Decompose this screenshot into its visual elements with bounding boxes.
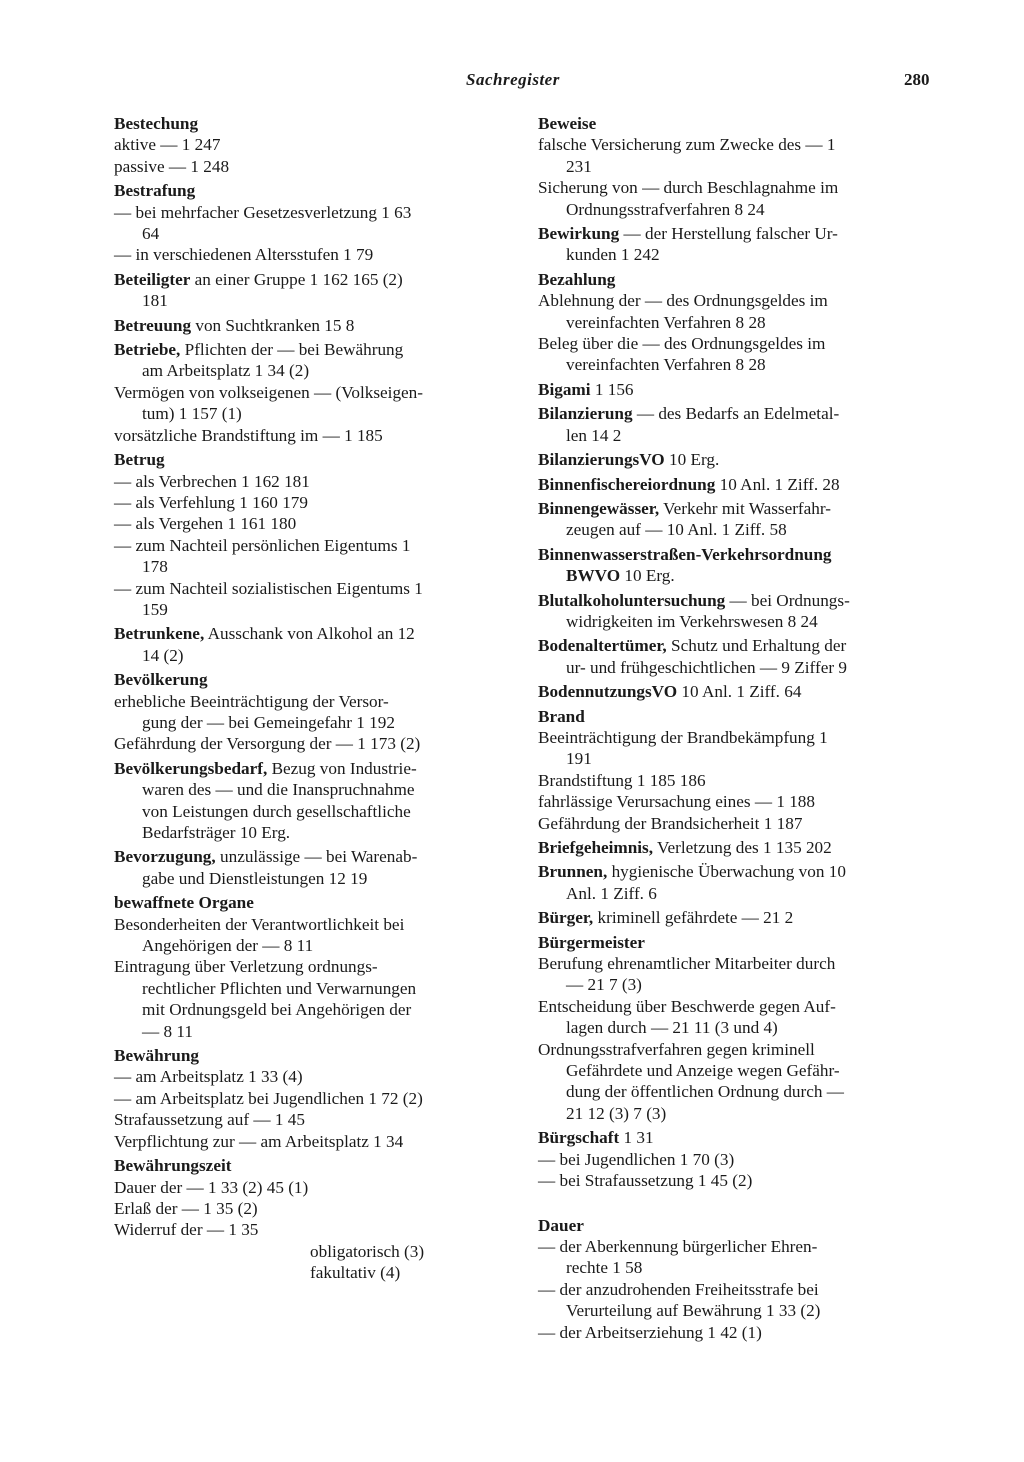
index-heading: Bevölkerung [114, 670, 208, 690]
index-keyword: Betreuung [114, 315, 192, 335]
index-subentry: aktive — 1 247 [114, 135, 221, 155]
index-subentry: Strafaussetzung auf — 1 45 [114, 1110, 305, 1130]
index-subentry: fahrlässige Verursachung eines — 1 188 [538, 792, 815, 812]
index-entry-text: Ausschank von Alkohol an 12 [204, 624, 415, 644]
index-entry-text: — der Herstellung falscher Ur- [619, 224, 838, 244]
index-subentry: Berufung ehrenamtlicher Mitarbeiter durch [538, 954, 836, 974]
index-keyword: Bevorzugung, [114, 847, 216, 867]
index-entry [538, 907, 936, 928]
index-subentry: vorsätzliche Brandstiftung im — 1 185 [114, 425, 383, 445]
index-keyword: Binnengewässer, [538, 498, 660, 518]
index-continuation: Bedarfsträger 10 Erg. [142, 823, 291, 842]
index-subentry: Besonderheiten der Verantwortlichkeit bei [114, 914, 405, 934]
index-entry [538, 403, 936, 424]
index-continuation: gabe und Dienstleistungen 12 19 [142, 868, 368, 888]
index-entry [538, 861, 936, 882]
index-heading: Bürgermeister [538, 932, 645, 952]
index-entry [538, 379, 936, 400]
index-continuation: — 8 11 [142, 1021, 193, 1041]
index-entry-text: 10 Erg. [664, 450, 720, 470]
index-subentry: Vermögen von volkseigenen — (Volkseigen- [114, 382, 423, 402]
index-subentry: Gefährdung der Versorgung der — 1 173 (2) [114, 734, 421, 754]
index-heading: Binnenwasserstraßen-Verkehrsordnung [538, 544, 832, 564]
index-subentry: — als Verfehlung 1 160 179 [114, 492, 308, 512]
index-entry-text: — bei Ordnungs- [725, 590, 850, 610]
index-subentry: Ablehnung der — des Ordnungsgeldes im [538, 291, 828, 311]
index-entry [114, 339, 511, 360]
index-subentry: — am Arbeitsplatz 1 33 (4) [114, 1067, 303, 1087]
index-continuation: tum) 1 157 (1) [142, 404, 242, 424]
index-keyword: Bürgschaft [538, 1128, 620, 1148]
index-entry [114, 315, 511, 336]
index-continuation: vereinfachten Verfahren 8 28 [566, 355, 766, 375]
index-continuation: am Arbeitsplatz 1 34 (2) [142, 361, 310, 381]
index-subentry: erhebliche Beeinträchtigung der Versor- [114, 691, 389, 711]
index-entry-text: 1 156 [590, 379, 634, 399]
index-subentry: — als Verbrechen 1 162 181 [114, 471, 310, 491]
index-keyword: Bewirkung [538, 224, 620, 244]
index-heading: Bestrafung [114, 181, 196, 201]
index-entry-text: unzulässige — bei Warenab- [215, 847, 418, 867]
index-column-right [538, 113, 936, 1343]
index-continuation: ur- und frühgeschichtlichen — 9 Ziffer 9 [566, 657, 847, 677]
index-continuation: Angehörigen der — 8 11 [142, 936, 314, 956]
index-continuation: kunden 1 242 [566, 245, 660, 265]
index-entry [114, 269, 511, 290]
index-continuation: Gefährdete und Anzeige wegen Gefähr- [566, 1061, 840, 1081]
index-keyword: Beteiligter [114, 269, 191, 289]
index-continuation [538, 565, 936, 586]
index-continuation: lagen durch — 21 11 (3 und 4) [566, 1018, 778, 1038]
index-entry-text: 1 31 [619, 1128, 654, 1148]
index-entry [538, 1127, 936, 1148]
index-entry-text: von Suchtkranken 15 8 [191, 315, 355, 335]
index-subentry: Sicherung von — durch Beschlagnahme im [538, 178, 839, 198]
index-entry [538, 449, 936, 470]
page-header-title: Sachregister [466, 70, 560, 89]
index-subentry: — der Aberkennung bürgerlicher Ehren- [538, 1236, 818, 1256]
index-subentry: — zum Nachteil sozialistischen Eigentums 1 [114, 578, 423, 598]
index-continuation: 14 (2) [142, 645, 184, 665]
index-continuation: rechte 1 58 [566, 1258, 643, 1278]
index-continuation: Ordnungsstrafverfahren 8 24 [566, 199, 765, 219]
index-entry-text: Verkehr mit Wasserfahr- [659, 498, 831, 518]
index-continuation: fakultativ (4) [310, 1263, 401, 1283]
index-continuation: 191 [566, 749, 592, 769]
index-continuation: len 14 2 [566, 425, 622, 445]
index-entry [538, 498, 936, 519]
index-entry-text: Bezug von Industrie- [267, 758, 417, 778]
index-entry [538, 590, 936, 611]
index-entry-text: Verletzung des 1 135 202 [653, 838, 832, 857]
index-subentry: — zum Nachteil persönlichen Eigentums 1 [114, 535, 411, 555]
index-subentry: falsche Versicherung zum Zwecke des — 1 [538, 135, 836, 155]
index-entry [114, 758, 511, 779]
index-subentry: Gefährdung der Brandsicherheit 1 187 [538, 813, 803, 833]
index-continuation: 64 [142, 224, 160, 244]
index-subentry: — bei Strafaussetzung 1 45 (2) [538, 1171, 753, 1191]
index-entry [114, 846, 511, 867]
index-keyword: Brunnen, [538, 862, 608, 882]
index-entry [538, 681, 936, 702]
index-entry-text: 10 Anl. 1 Ziff. 64 [677, 682, 802, 702]
index-subentry: — bei Jugendlichen 1 70 (3) [538, 1149, 735, 1169]
index-continuation: dung der öffentlichen Ordnung durch — [566, 1082, 844, 1102]
index-keyword: BilanzierungsVO [538, 450, 665, 470]
index-subentry: — als Vergehen 1 161 180 [114, 514, 297, 534]
page-number: 280 [904, 70, 930, 89]
index-keyword: Briefgeheimnis, [538, 838, 654, 857]
index-continuation: obligatorisch (3) [310, 1241, 425, 1261]
index-continuation: mit Ordnungsgeld bei Angehörigen der [142, 1000, 412, 1020]
index-heading: Bezahlung [538, 269, 616, 289]
index-keyword: Betrunkene, [114, 624, 205, 644]
index-entry [538, 837, 936, 858]
index-continuation: gung der — bei Gemeingefahr 1 192 [142, 712, 395, 732]
index-subentry: Ordnungsstrafverfahren gegen kriminell [538, 1039, 815, 1059]
index-heading: Bewährungszeit [114, 1156, 232, 1176]
index-entry-text: kriminell gefährdete — 21 2 [593, 908, 794, 928]
index-continuation: Verurteilung auf Bewährung 1 33 (2) [566, 1301, 821, 1321]
index-keyword: Bevölkerungsbedarf, [114, 758, 268, 778]
index-entry-text: Pflichten der — bei Bewährung [180, 340, 404, 360]
index-keyword: Bilanzierung [538, 404, 633, 424]
index-subentry: Beleg über die — des Ordnungsgeldes im [538, 334, 826, 354]
index-continuation: 181 [142, 291, 168, 311]
index-heading: Brand [538, 706, 585, 726]
index-heading: Beweise [538, 114, 597, 133]
index-subentry: — der Arbeitserziehung 1 42 (1) [538, 1322, 762, 1342]
index-subentry: — am Arbeitsplatz bei Jugendlichen 1 72 (2) [114, 1088, 423, 1108]
index-keyword: Bodenaltertümer, [538, 636, 667, 656]
index-continuation: 178 [142, 557, 168, 577]
index-heading: Betrug [114, 450, 165, 470]
index-keyword: BWVO [566, 566, 621, 586]
index-entry-text: Schutz und Erhaltung der [666, 636, 847, 656]
index-subentry: Eintragung über Verletzung ordnungs- [114, 957, 378, 977]
index-continuation: waren des — und die Inanspruchnahme [142, 780, 415, 800]
index-subentry: passive — 1 248 [114, 156, 230, 176]
index-keyword: Betriebe, [114, 340, 181, 360]
index-entry [538, 474, 936, 495]
index-continuation: zeugen auf — 10 Anl. 1 Ziff. 58 [566, 520, 787, 540]
index-heading: Bewährung [114, 1046, 199, 1066]
index-continuation: 21 12 (3) 7 (3) [566, 1103, 667, 1123]
index-continuation: 159 [142, 599, 168, 619]
index-subentry: — bei mehrfacher Gesetzesverletzung 1 63 [114, 202, 412, 222]
index-continuation: 231 [566, 156, 592, 176]
index-entry [538, 223, 936, 244]
index-subentry: Widerruf der — 1 35 [114, 1220, 259, 1240]
index-continuation: widrigkeiten im Verkehrswesen 8 24 [566, 611, 818, 631]
index-entry-text: — des Bedarfs an Edelmetal- [632, 404, 840, 424]
index-keyword: Binnenfischereiordnung [538, 474, 716, 494]
index-continuation: von Leistungen durch gesellschaftliche [142, 801, 411, 821]
index-entry [114, 623, 511, 644]
index-entry-text: hygienische Überwachung von 10 [607, 862, 846, 882]
index-keyword: Bigami [538, 379, 591, 399]
index-continuation: Anl. 1 Ziff. 6 [566, 883, 657, 903]
index-keyword: Bürger, [538, 908, 594, 928]
index-subentry: — der anzudrohenden Freiheitsstrafe bei [538, 1279, 819, 1299]
index-heading: Dauer [538, 1215, 584, 1235]
index-continuation: vereinfachten Verfahren 8 28 [566, 312, 766, 332]
index-column-left [114, 113, 511, 1284]
index-keyword: Blutalkoholuntersuchung [538, 590, 726, 610]
index-continuation: rechtlicher Pflichten und Verwarnungen [142, 978, 417, 998]
index-keyword: BodennutzungsVO [538, 682, 678, 702]
index-subentry: Erlaß der — 1 35 (2) [114, 1198, 258, 1218]
index-subentry: Dauer der — 1 33 (2) 45 (1) [114, 1177, 309, 1197]
index-continuation: — 21 7 (3) [566, 975, 642, 995]
index-entry-text: 10 Anl. 1 Ziff. 28 [715, 474, 840, 494]
index-entry [538, 635, 936, 656]
index-subentry: Beeinträchtigung der Brandbekämpfung 1 [538, 727, 828, 747]
index-entry-text: an einer Gruppe 1 162 165 (2) [190, 269, 403, 289]
index-subentry: Entscheidung über Beschwerde gegen Auf- [538, 996, 836, 1016]
index-subentry: — in verschiedenen Altersstufen 1 79 [114, 245, 374, 265]
index-subentry: Verpflichtung zur — am Arbeitsplatz 1 34 [114, 1131, 404, 1151]
index-heading: bewaffnete Organe [114, 893, 254, 913]
index-subentry: Brandstiftung 1 185 186 [538, 770, 706, 790]
index-entry-text: 10 Erg. [620, 566, 675, 586]
index-heading: Bestechung [114, 114, 199, 133]
